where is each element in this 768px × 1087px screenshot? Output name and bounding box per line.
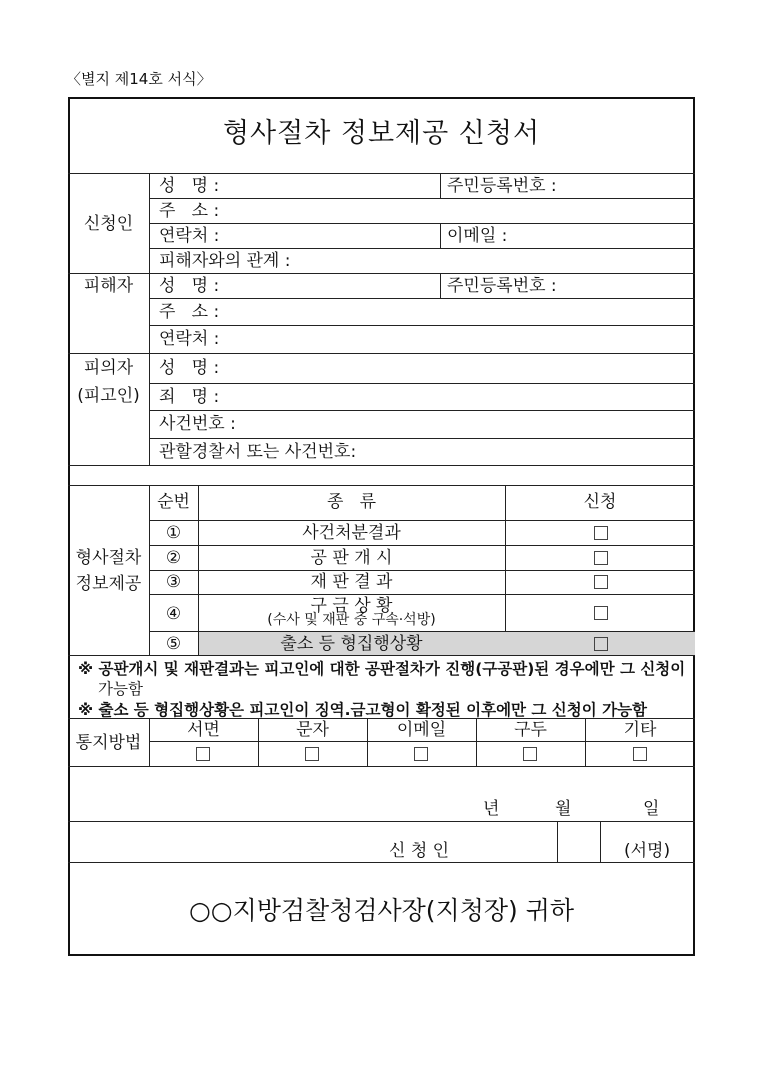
info-row-type: 재 판 결 과 bbox=[310, 572, 393, 592]
info-col-seq: 순번 bbox=[157, 492, 190, 512]
applicant-contact-label: 연락처 : bbox=[159, 226, 220, 246]
notify-checkbox-letter[interactable] bbox=[196, 747, 210, 761]
apply-checkbox[interactable] bbox=[594, 606, 608, 620]
notify-method-label: 서면 bbox=[187, 720, 220, 740]
applicant-section-label: 신청인 bbox=[83, 214, 134, 234]
apply-checkbox[interactable] bbox=[594, 551, 608, 565]
suspect-case-no-label: 사건번호 : bbox=[159, 414, 236, 434]
note-1: ※ 공판개시 및 재판결과는 피고인에 대한 공판절차가 진행(구공판)된 경우에만 그 신청이 bbox=[78, 660, 686, 678]
rule bbox=[68, 862, 695, 863]
rule bbox=[149, 570, 695, 571]
rule bbox=[68, 485, 695, 486]
rule bbox=[149, 438, 695, 439]
rule bbox=[149, 741, 695, 742]
rule bbox=[68, 273, 695, 274]
applicant-sign-label: 신 청 인 bbox=[389, 841, 450, 861]
date-day-label: 일 bbox=[643, 799, 660, 819]
rule bbox=[68, 465, 695, 466]
info-row-seq: ④ bbox=[165, 604, 182, 624]
applicant-name-label: 성 명 : bbox=[159, 176, 220, 196]
rule bbox=[149, 410, 695, 411]
notify-method-label: 기타 bbox=[623, 720, 657, 740]
applicant-relation-label: 피해자와의 관계 : bbox=[159, 251, 291, 271]
rule bbox=[149, 248, 695, 249]
victim-rrn-label: 주민등록번호 : bbox=[447, 276, 557, 296]
info-row-type: 공 판 개 시 bbox=[310, 548, 393, 568]
rule bbox=[600, 821, 601, 862]
notify-checkbox-email[interactable] bbox=[414, 747, 428, 761]
rule bbox=[440, 173, 441, 198]
info-row-type: 출소 등 형집행상황 bbox=[280, 634, 423, 654]
notify-checkbox-sms[interactable] bbox=[305, 747, 319, 761]
rule bbox=[149, 223, 695, 224]
rule bbox=[440, 223, 441, 248]
victim-section-label: 피해자 bbox=[83, 276, 134, 296]
date-year-label: 년 bbox=[483, 799, 500, 819]
rule bbox=[149, 520, 695, 521]
rule bbox=[557, 821, 558, 862]
notify-checkbox-oral[interactable] bbox=[523, 747, 537, 761]
rule bbox=[68, 766, 695, 767]
rule bbox=[149, 383, 695, 384]
date-month-label: 월 bbox=[555, 799, 572, 819]
info-row-seq: ⑤ bbox=[165, 634, 182, 654]
applicant-rrn-label: 주민등록번호 : bbox=[447, 176, 557, 196]
notify-label: 통지방법 bbox=[75, 733, 142, 753]
victim-name-label: 성 명 : bbox=[159, 276, 220, 296]
suspect-charge-label: 죄 명 : bbox=[159, 387, 220, 407]
notify-checkbox-other[interactable] bbox=[633, 747, 647, 761]
suspect-section-label: 피의자 bbox=[83, 358, 134, 378]
info-row-seq: ① bbox=[165, 523, 182, 543]
note-1-continued: 가능함 bbox=[98, 680, 143, 698]
form-title: 형사절차 정보제공 신청서 bbox=[222, 118, 541, 149]
rule bbox=[149, 198, 695, 199]
info-row-type: 사건처분결과 bbox=[302, 523, 401, 543]
notify-method-label: 문자 bbox=[296, 720, 329, 740]
rule bbox=[149, 298, 695, 299]
rule bbox=[440, 273, 441, 298]
info-col-type: 종 류 bbox=[326, 492, 377, 512]
info-section-label: 형사절차 bbox=[75, 548, 142, 568]
apply-checkbox[interactable] bbox=[594, 575, 608, 589]
suspect-police-label: 관할경찰서 또는 사건번호: bbox=[159, 442, 357, 462]
info-col-apply: 신청 bbox=[583, 492, 617, 512]
rule bbox=[149, 173, 150, 465]
info-row-type: 구 금 상 황 bbox=[310, 596, 393, 616]
victim-address-label: 주 소 : bbox=[159, 302, 220, 322]
rule bbox=[68, 353, 695, 354]
rule bbox=[149, 594, 695, 595]
note-2: ※ 출소 등 형집행상황은 피고인이 징역.금고형이 확정된 이후에만 그 신청이 가능함 bbox=[78, 701, 648, 719]
rule bbox=[149, 325, 695, 326]
rule bbox=[149, 545, 695, 546]
rule bbox=[68, 655, 695, 656]
info-row-seq: ② bbox=[165, 548, 182, 568]
signature-seal-label: (서명) bbox=[624, 841, 671, 861]
applicant-address-label: 주 소 : bbox=[159, 201, 220, 221]
apply-checkbox[interactable] bbox=[594, 526, 608, 540]
form-number: 〈별지 제14호 서식〉 bbox=[66, 70, 212, 88]
info-row-sub: (수사 및 재판 중 구속·석방) bbox=[267, 612, 436, 628]
notify-method-label: 구두 bbox=[514, 720, 547, 740]
applicant-email-label: 이메일 : bbox=[447, 226, 508, 246]
victim-contact-label: 연락처 : bbox=[159, 329, 220, 349]
info-row-seq: ③ bbox=[165, 572, 182, 592]
apply-checkbox[interactable] bbox=[594, 637, 608, 651]
info-section-label-2: 정보제공 bbox=[75, 574, 142, 594]
suspect-name-label: 성 명 : bbox=[159, 358, 220, 378]
notify-method-label: 이메일 bbox=[396, 720, 447, 740]
suspect-section-label-paren: (피고인) bbox=[77, 386, 140, 406]
rule bbox=[68, 173, 695, 174]
addressee: ○○지방검찰청검사장(지청장) 귀하 bbox=[188, 896, 575, 925]
